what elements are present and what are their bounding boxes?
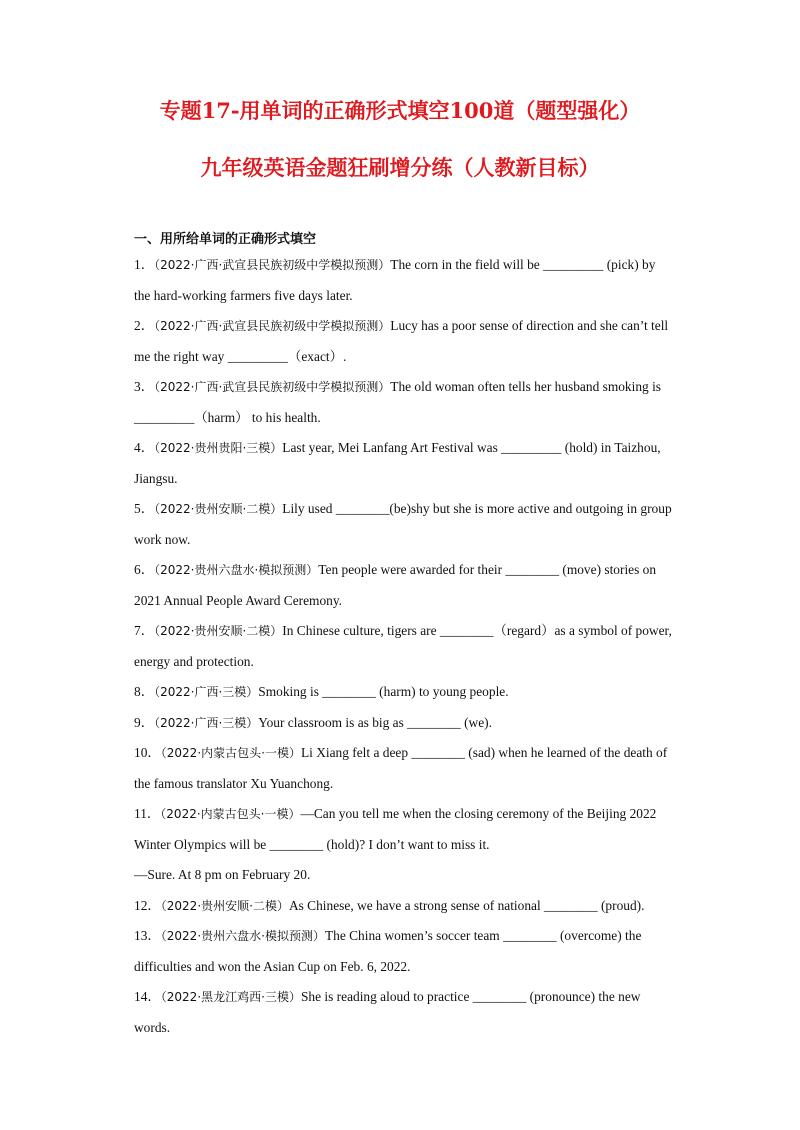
question-text: The corn in the field will be _________ (pick) by the hard-working farmers five days later. xyxy=(134,257,656,303)
question-source: （2022·内蒙古包头·一模） xyxy=(160,746,301,760)
question-list xyxy=(134,230,674,1043)
question-number: 6． xyxy=(134,562,155,577)
question-item xyxy=(134,250,674,311)
question-item xyxy=(134,311,674,372)
question-number: 7． xyxy=(134,623,155,638)
question-number: 12． xyxy=(134,897,161,913)
question-text: Ten people were awarded for their ________ (move) stories on 2021 Annual People Award Ceremony. xyxy=(134,562,657,608)
question-number: 3． xyxy=(134,379,155,394)
question-number: 4． xyxy=(134,440,155,455)
question-text: Lucy has a poor sense of direction and she can’t tell me the right way _________（exact）. xyxy=(134,318,669,364)
question-source: （2022·广西·三模） xyxy=(154,685,259,699)
question-text: Smoking is ________ (harm) to young people. xyxy=(258,684,509,699)
question-item xyxy=(134,799,674,860)
question-number: 5． xyxy=(134,501,155,516)
question-text: She is reading aloud to practice ________ (pronounce) the new words. xyxy=(134,989,641,1035)
question-item xyxy=(134,555,674,616)
question-item xyxy=(134,433,674,494)
question-item xyxy=(134,738,674,799)
question-source: （2022·贵州贵阳·三模） xyxy=(154,441,283,455)
question-number: 14． xyxy=(134,989,161,1004)
question-number: 10． xyxy=(134,745,161,760)
question-text: The China women’s soccer team ________ (overcome) the difficulties and won the Asian Cup on Feb. 6, 2022. xyxy=(134,928,642,974)
question-number: 2． xyxy=(134,318,155,333)
question-text: —Can you tell me when the closing ceremony of the Beijing 2022 Winter Olympics will be ________ (hold)? I don’t want to miss it. xyxy=(134,806,657,852)
question-source: （2022·贵州六盘水·模拟预测） xyxy=(154,563,319,577)
question-source: （2022·黑龙江鸡西·三模） xyxy=(160,990,301,1004)
question-text: Last year, Mei Lanfang Art Festival was _________ (hold) in Taizhou, Jiangsu. xyxy=(134,440,661,486)
question-source: （2022·广西·武宣县民族初级中学模拟预测） xyxy=(154,380,391,394)
question-text: Li Xiang felt a deep ________ (sad) when he learned of the death of the famous translator Xu Yuanchong. xyxy=(134,745,668,791)
question-source: （2022·广西·三模） xyxy=(154,715,259,730)
question-item xyxy=(134,677,674,708)
question-source: （2022·广西·武宣县民族初级中学模拟预测） xyxy=(154,258,391,272)
question-text: As Chinese, we have a strong sense of national ________ (proud). xyxy=(288,897,645,913)
question-item xyxy=(134,708,674,739)
question-source: （2022·内蒙古包头·一模） xyxy=(160,807,301,821)
question-item xyxy=(134,982,674,1043)
questions-container xyxy=(134,250,674,1043)
question-number: 1． xyxy=(134,257,155,272)
question-number: 8． xyxy=(134,684,155,699)
question-text: The old woman often tells her husband smoking is _________（harm） to his health. xyxy=(134,379,662,425)
question-reply: —Sure. At 8 pm on February 20. xyxy=(134,867,311,882)
document-subtitle: 九年级英语金题狂刷增分练（人教新目标） xyxy=(200,155,600,180)
question-number: 13． xyxy=(134,928,161,943)
question-text: Lily used ________(be)shy but she is more active and outgoing in group work now. xyxy=(134,501,672,547)
question-text: Your classroom is as big as ________ (we). xyxy=(258,714,492,730)
section-heading: 一、用所给单词的正确形式填空 xyxy=(134,232,317,247)
question-number: 9． xyxy=(134,714,155,730)
question-source: （2022·贵州六盘水·模拟预测） xyxy=(160,929,325,943)
question-number: 11． xyxy=(134,806,161,821)
question-item xyxy=(134,494,674,555)
question-item xyxy=(134,372,674,433)
question-item xyxy=(134,616,674,677)
document-title: 专题17-用单词的正确形式填空100道（题型强化） xyxy=(159,98,641,123)
question-text: In Chinese culture, tigers are ________（regard）as a symbol of power, energy and protection. xyxy=(134,623,672,669)
question-source: （2022·贵州安顺·二模） xyxy=(160,898,289,913)
question-source: （2022·广西·武宣县民族初级中学模拟预测） xyxy=(154,319,391,333)
question-source: （2022·贵州安顺·二模） xyxy=(154,502,283,516)
question-source: （2022·贵州安顺·二模） xyxy=(154,624,283,638)
question-item xyxy=(134,921,674,982)
question-item xyxy=(134,891,674,922)
